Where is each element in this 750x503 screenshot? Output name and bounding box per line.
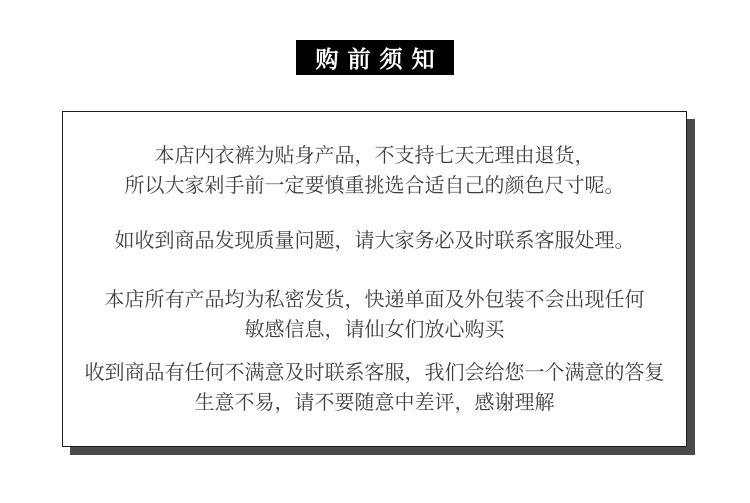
- notice-banner: [296, 40, 454, 75]
- notice-paragraph-return-policy: [63, 141, 686, 201]
- notice-paragraph-quality-issue: [63, 226, 686, 256]
- notice-line: 敏感信息，请仙女们放心购买: [244, 319, 505, 341]
- notice-line: 生意不易，请不要随意中差评，感谢理解: [194, 392, 555, 414]
- notice-line: 收到商品有任何不满意及时联系客服，我们会给您一个满意的答复: [84, 362, 665, 384]
- notice-paragraph-feedback: [63, 358, 686, 418]
- notice-box: [62, 111, 687, 447]
- notice-paragraph-private-shipping: [63, 285, 686, 345]
- notice-line: 本店所有产品均为私密发货，快递单面及外包装不会出现任何: [104, 289, 645, 311]
- notice-line: 如收到商品发现质量问题，请大家务必及时联系客服处理。: [114, 230, 635, 252]
- notice-line: 本店内衣裤为贴身产品，不支持七天无理由退货，: [154, 145, 595, 167]
- notice-line: 所以大家剁手前一定要慎重挑选合适自己的颜色尺寸呢。: [124, 175, 625, 197]
- notice-banner-title: 购前须知: [315, 47, 444, 72]
